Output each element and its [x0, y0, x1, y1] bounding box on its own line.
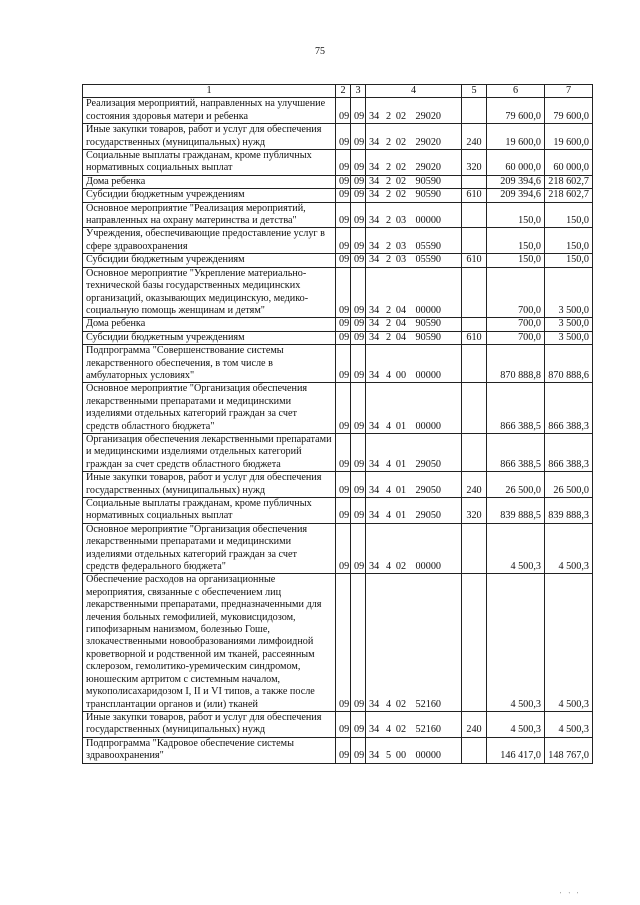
target-article-part: 34 — [369, 215, 380, 227]
target-article-part: 2 — [385, 240, 392, 252]
target-article-part: 2 — [385, 175, 392, 187]
column-header: 5 — [462, 85, 487, 98]
target-article-code — [366, 472, 462, 498]
section-code: 09 — [336, 737, 351, 763]
amount-year-2: 866 388,3 — [545, 433, 593, 471]
target-article-part: 34 — [369, 698, 380, 710]
target-article-code — [366, 498, 462, 524]
target-article-part: 4 — [385, 561, 392, 573]
target-article-part: 2 — [385, 331, 392, 343]
target-article-part: 2 — [385, 189, 392, 201]
amount-year-2: 839 888,3 — [545, 498, 593, 524]
target-article-part: 2 — [385, 215, 392, 227]
target-article-part: 2 — [385, 304, 392, 316]
amount-year-2: 218 602,7 — [545, 175, 593, 188]
table-row — [83, 345, 593, 383]
target-article-part: 29020 — [415, 110, 441, 122]
section-code: 09 — [336, 383, 351, 434]
column-header: 7 — [545, 85, 593, 98]
subsection-code: 09 — [351, 228, 366, 254]
target-article-part: 00 — [395, 369, 407, 381]
amount-year-1: 4 500,3 — [487, 523, 545, 574]
row-name: Подпрограмма "Кадровое обеспечение системы здравоохранения" — [83, 737, 336, 763]
expense-type-code: 610 — [462, 331, 487, 344]
target-article-part: 01 — [395, 484, 407, 496]
expense-type-code — [462, 318, 487, 331]
expense-type-code — [462, 737, 487, 763]
amount-year-2: 866 388,3 — [545, 383, 593, 434]
target-article-part: 34 — [369, 175, 380, 187]
target-article-part: 4 — [385, 420, 392, 432]
section-code: 09 — [336, 331, 351, 344]
budget-table — [82, 84, 593, 764]
amount-year-2: 79 600,0 — [545, 98, 593, 124]
target-article-part: 34 — [369, 420, 380, 432]
expense-type-code — [462, 98, 487, 124]
target-article-part: 34 — [369, 240, 380, 252]
amount-year-1: 866 388,5 — [487, 433, 545, 471]
amount-year-2: 19 600,0 — [545, 124, 593, 150]
column-header: 4 — [366, 85, 462, 98]
target-article-code — [366, 189, 462, 202]
target-article-part: 00000 — [415, 420, 441, 432]
target-article-part: 2 — [385, 162, 392, 174]
expense-type-code — [462, 523, 487, 574]
target-article-part: 34 — [369, 724, 380, 736]
amount-year-1: 700,0 — [487, 318, 545, 331]
column-header: 1 — [83, 85, 336, 98]
subsection-code: 09 — [351, 433, 366, 471]
row-name: Иные закупки товаров, работ и услуг для обеспечения государственных (муниципальных) нужд — [83, 124, 336, 150]
table-row — [83, 98, 593, 124]
row-name: Реализация мероприятий, направленных на улучшение состояния здоровья матери и ребенка — [83, 98, 336, 124]
row-name: Социальные выплаты гражданам, кроме публичных нормативных социальных выплат — [83, 498, 336, 524]
table-row — [83, 383, 593, 434]
section-code: 09 — [336, 711, 351, 737]
section-code: 09 — [336, 523, 351, 574]
row-name: Обеспечение расходов на организационные мероприятия, связанные с обеспечением лиц лекарственными препаратами, предназначенными для лечения больных гемофилией, муковисцидозом, гипофизарным нанизмом, болезнью Гоше, злокачественными новообразованиями лимфоидной кроветворной и родственной им тканей, рассеянным склерозом, гемолитико-уремическим синдромом, юношеским артритом с системным началом, мукополисахаридозом I, II и VI типов, а также после трансплантации органов и (или) тканей — [83, 574, 336, 711]
target-article-code — [366, 383, 462, 434]
target-article-part: 34 — [369, 189, 380, 201]
target-article-part: 90590 — [415, 331, 441, 343]
target-article-part: 34 — [369, 110, 380, 122]
target-article-code — [366, 150, 462, 176]
row-name: Основное мероприятие "Реализация мероприятий, направленных на охрану материнства и детства" — [83, 202, 336, 228]
amount-year-1: 79 600,0 — [487, 98, 545, 124]
scan-mark: ' ' ' — [560, 892, 582, 898]
table-row — [83, 574, 593, 711]
target-article-part: 90590 — [415, 175, 441, 187]
amount-year-1: 26 500,0 — [487, 472, 545, 498]
subsection-code: 09 — [351, 175, 366, 188]
subsection-code: 09 — [351, 318, 366, 331]
target-article-part: 52160 — [415, 724, 441, 736]
subsection-code: 09 — [351, 574, 366, 711]
target-article-part: 02 — [395, 189, 407, 201]
amount-year-1: 209 394,6 — [487, 175, 545, 188]
section-code: 09 — [336, 472, 351, 498]
target-article-code — [366, 737, 462, 763]
target-article-part: 03 — [395, 240, 407, 252]
amount-year-2: 148 767,0 — [545, 737, 593, 763]
target-article-part: 00000 — [415, 561, 441, 573]
target-article-part: 4 — [385, 724, 392, 736]
target-article-part: 01 — [395, 510, 407, 522]
subsection-code: 09 — [351, 254, 366, 267]
amount-year-1: 4 500,3 — [487, 711, 545, 737]
section-code: 09 — [336, 345, 351, 383]
section-code: 09 — [336, 189, 351, 202]
table-row — [83, 737, 593, 763]
target-article-code — [366, 202, 462, 228]
table-row — [83, 254, 593, 267]
subsection-code: 09 — [351, 124, 366, 150]
amount-year-2: 870 888,6 — [545, 345, 593, 383]
table-row — [83, 523, 593, 574]
target-article-part: 02 — [395, 698, 407, 710]
target-article-part: 4 — [385, 369, 392, 381]
row-name: Социальные выплаты гражданам, кроме публичных нормативных социальных выплат — [83, 150, 336, 176]
target-article-part: 90590 — [415, 189, 441, 201]
amount-year-1: 4 500,3 — [487, 574, 545, 711]
subsection-code: 09 — [351, 150, 366, 176]
target-article-part: 34 — [369, 318, 380, 330]
expense-type-code: 610 — [462, 254, 487, 267]
target-article-part: 34 — [369, 561, 380, 573]
target-article-part: 05590 — [415, 240, 441, 252]
subsection-code: 09 — [351, 737, 366, 763]
amount-year-1: 19 600,0 — [487, 124, 545, 150]
target-article-code — [366, 124, 462, 150]
table-row — [83, 711, 593, 737]
subsection-code: 09 — [351, 711, 366, 737]
target-article-code — [366, 175, 462, 188]
section-code: 09 — [336, 254, 351, 267]
target-article-part: 03 — [395, 215, 407, 227]
target-article-part: 29020 — [415, 136, 441, 148]
target-article-code — [366, 523, 462, 574]
subsection-code: 09 — [351, 523, 366, 574]
amount-year-1: 150,0 — [487, 228, 545, 254]
amount-year-2: 3 500,0 — [545, 331, 593, 344]
amount-year-1: 146 417,0 — [487, 737, 545, 763]
section-code: 09 — [336, 574, 351, 711]
target-article-code — [366, 574, 462, 711]
subsection-code: 09 — [351, 189, 366, 202]
section-code: 09 — [336, 150, 351, 176]
target-article-part: 34 — [369, 510, 380, 522]
target-article-part: 02 — [395, 110, 407, 122]
amount-year-2: 4 500,3 — [545, 523, 593, 574]
row-name: Дома ребенка — [83, 318, 336, 331]
amount-year-2: 3 500,0 — [545, 267, 593, 318]
subsection-code: 09 — [351, 383, 366, 434]
table-body — [83, 98, 593, 763]
subsection-code: 09 — [351, 98, 366, 124]
target-article-part: 34 — [369, 254, 380, 266]
table-row — [83, 331, 593, 344]
table-row — [83, 472, 593, 498]
target-article-part: 04 — [395, 331, 407, 343]
target-article-part: 00000 — [415, 304, 441, 316]
target-article-part: 00 — [395, 750, 407, 762]
target-article-code — [366, 267, 462, 318]
amount-year-2: 60 000,0 — [545, 150, 593, 176]
row-name: Основное мероприятие "Организация обеспечения лекарственными препаратами и медицинскими изделиями отдельных категорий граждан за счет средств областного бюджета" — [83, 383, 336, 434]
target-article-part: 29020 — [415, 162, 441, 174]
table-row — [83, 318, 593, 331]
target-article-part: 00000 — [415, 369, 441, 381]
column-header: 3 — [351, 85, 366, 98]
target-article-code — [366, 331, 462, 344]
amount-year-1: 700,0 — [487, 331, 545, 344]
target-article-part: 02 — [395, 136, 407, 148]
amount-year-1: 839 888,5 — [487, 498, 545, 524]
target-article-part: 34 — [369, 331, 380, 343]
subsection-code: 09 — [351, 267, 366, 318]
page-number: 75 — [315, 46, 325, 57]
amount-year-1: 150,0 — [487, 202, 545, 228]
target-article-part: 52160 — [415, 698, 441, 710]
target-article-part: 02 — [395, 162, 407, 174]
row-name: Субсидии бюджетным учреждениям — [83, 189, 336, 202]
expense-type-code — [462, 433, 487, 471]
row-name: Основное мероприятие "Организация обеспечения лекарственными препаратами и медицинскими изделиями отдельных категорий граждан за счет средств федерального бюджета" — [83, 523, 336, 574]
target-article-part: 02 — [395, 561, 407, 573]
section-code: 09 — [336, 433, 351, 471]
expense-type-code: 240 — [462, 472, 487, 498]
subsection-code: 09 — [351, 472, 366, 498]
target-article-part: 34 — [369, 304, 380, 316]
row-name: Подпрограмма "Совершенствование системы лекарственного обеспечения, в том числе в амбулаторных условиях" — [83, 345, 336, 383]
expense-type-code — [462, 345, 487, 383]
target-article-part: 90590 — [415, 318, 441, 330]
section-code: 09 — [336, 228, 351, 254]
target-article-part: 04 — [395, 318, 407, 330]
column-header: 6 — [487, 85, 545, 98]
table-row — [83, 433, 593, 471]
row-name: Субсидии бюджетным учреждениям — [83, 331, 336, 344]
amount-year-1: 209 394,6 — [487, 189, 545, 202]
target-article-part: 4 — [385, 698, 392, 710]
expense-type-code: 240 — [462, 711, 487, 737]
subsection-code: 09 — [351, 331, 366, 344]
subsection-code: 09 — [351, 202, 366, 228]
target-article-code — [366, 318, 462, 331]
section-code: 09 — [336, 124, 351, 150]
target-article-part: 34 — [369, 136, 380, 148]
target-article-part: 4 — [385, 458, 392, 470]
row-name: Дома ребенка — [83, 175, 336, 188]
target-article-code — [366, 228, 462, 254]
target-article-part: 2 — [385, 254, 392, 266]
section-code: 09 — [336, 498, 351, 524]
target-article-part: 00000 — [415, 750, 441, 762]
table-row — [83, 124, 593, 150]
table-header-row — [83, 85, 593, 98]
table-row — [83, 150, 593, 176]
target-article-part: 34 — [369, 458, 380, 470]
table-row — [83, 175, 593, 188]
amount-year-2: 150,0 — [545, 228, 593, 254]
amount-year-1: 700,0 — [487, 267, 545, 318]
row-name: Учреждения, обеспечивающие предоставление услуг в сфере здравоохранения — [83, 228, 336, 254]
target-article-part: 02 — [395, 724, 407, 736]
target-article-part: 02 — [395, 175, 407, 187]
target-article-part: 5 — [385, 750, 392, 762]
target-article-part: 29050 — [415, 510, 441, 522]
subsection-code: 09 — [351, 345, 366, 383]
target-article-code — [366, 711, 462, 737]
target-article-code — [366, 433, 462, 471]
amount-year-2: 26 500,0 — [545, 472, 593, 498]
target-article-part: 34 — [369, 750, 380, 762]
amount-year-1: 866 388,5 — [487, 383, 545, 434]
section-code: 09 — [336, 98, 351, 124]
row-name: Основное мероприятие "Укрепление материально-технической базы государственных медицинских организаций, оказывающих медицинскую, медико-социальную помощь женщинам и детям" — [83, 267, 336, 318]
section-code: 09 — [336, 318, 351, 331]
expense-type-code — [462, 228, 487, 254]
expense-type-code — [462, 202, 487, 228]
table-row — [83, 202, 593, 228]
amount-year-1: 150,0 — [487, 254, 545, 267]
table-row — [83, 267, 593, 318]
expense-type-code: 240 — [462, 124, 487, 150]
subsection-code: 09 — [351, 498, 366, 524]
expense-type-code: 320 — [462, 150, 487, 176]
target-article-part: 34 — [369, 162, 380, 174]
table-row — [83, 498, 593, 524]
section-code: 09 — [336, 175, 351, 188]
amount-year-2: 150,0 — [545, 202, 593, 228]
column-header: 2 — [336, 85, 351, 98]
target-article-part: 34 — [369, 484, 380, 496]
target-article-part: 29050 — [415, 484, 441, 496]
target-article-part: 2 — [385, 136, 392, 148]
section-code: 09 — [336, 202, 351, 228]
amount-year-2: 4 500,3 — [545, 574, 593, 711]
amount-year-2: 218 602,7 — [545, 189, 593, 202]
target-article-part: 05590 — [415, 254, 441, 266]
row-name: Субсидии бюджетным учреждениям — [83, 254, 336, 267]
target-article-part: 01 — [395, 458, 407, 470]
amount-year-2: 150,0 — [545, 254, 593, 267]
expense-type-code: 610 — [462, 189, 487, 202]
row-name: Иные закупки товаров, работ и услуг для обеспечения государственных (муниципальных) нужд — [83, 711, 336, 737]
amount-year-1: 870 888,8 — [487, 345, 545, 383]
target-article-part: 4 — [385, 510, 392, 522]
expense-type-code — [462, 574, 487, 711]
amount-year-1: 60 000,0 — [487, 150, 545, 176]
target-article-part: 03 — [395, 254, 407, 266]
expense-type-code: 320 — [462, 498, 487, 524]
target-article-code — [366, 345, 462, 383]
target-article-part: 29050 — [415, 458, 441, 470]
row-name: Организация обеспечения лекарственными препаратами и медицинскими изделиями отдельных категорий граждан за счет средств областного бюджета — [83, 433, 336, 471]
target-article-part: 2 — [385, 318, 392, 330]
expense-type-code — [462, 267, 487, 318]
table-row — [83, 228, 593, 254]
table-row — [83, 189, 593, 202]
section-code: 09 — [336, 267, 351, 318]
target-article-part: 4 — [385, 484, 392, 496]
amount-year-2: 3 500,0 — [545, 318, 593, 331]
target-article-part: 34 — [369, 369, 380, 381]
target-article-code — [366, 254, 462, 267]
expense-type-code — [462, 175, 487, 188]
amount-year-2: 4 500,3 — [545, 711, 593, 737]
target-article-part: 01 — [395, 420, 407, 432]
row-name: Иные закупки товаров, работ и услуг для обеспечения государственных (муниципальных) нужд — [83, 472, 336, 498]
target-article-code — [366, 98, 462, 124]
expense-type-code — [462, 383, 487, 434]
target-article-part: 2 — [385, 110, 392, 122]
target-article-part: 04 — [395, 304, 407, 316]
target-article-part: 00000 — [415, 215, 441, 227]
